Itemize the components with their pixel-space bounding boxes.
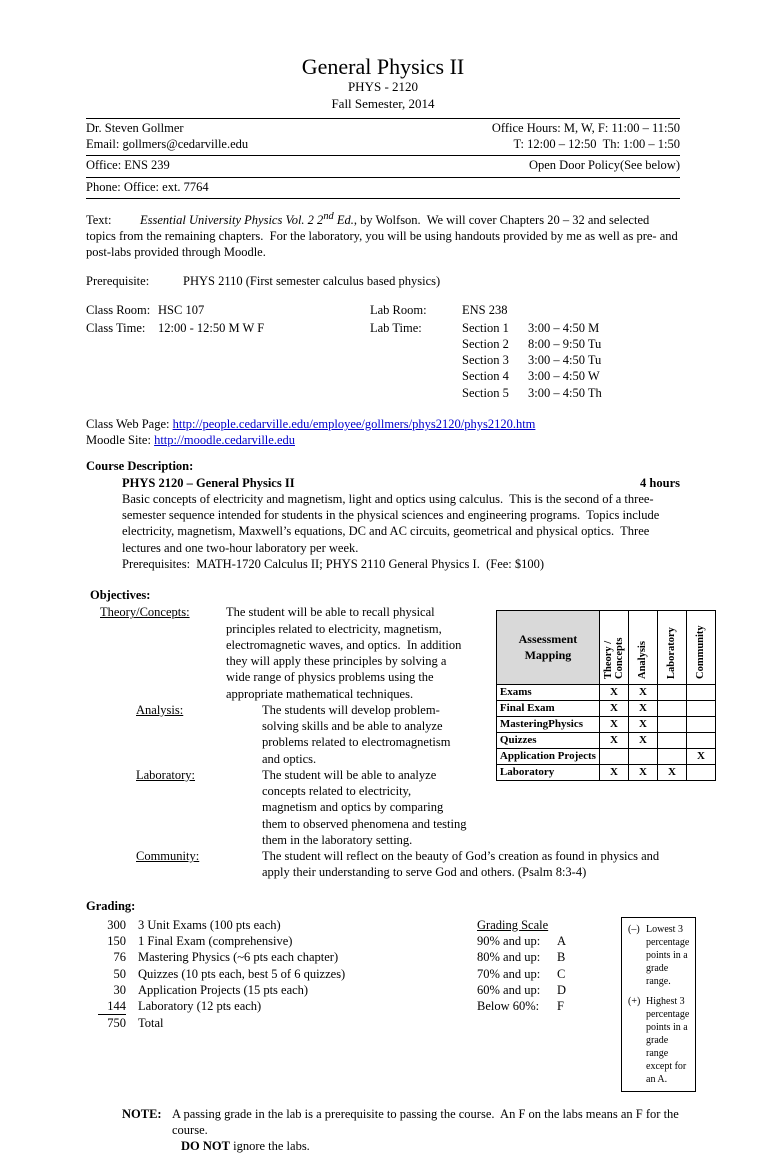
grading-scale-title: Grading Scale xyxy=(477,917,549,932)
lab-section-row: Section 5 3:00 – 4:50 Th xyxy=(462,385,602,400)
table-row: Exams X X xyxy=(496,684,715,700)
grading-row: 150 1 Final Exam (comprehensive) xyxy=(107,934,293,949)
note-text: A passing grade in the lab is a prerequisite to passing the course. An F on the labs means an F for the course. xyxy=(172,1106,682,1138)
course-description-body xyxy=(122,475,680,573)
contact-row-office xyxy=(86,156,680,177)
grading-scale-row: 70% and up: C xyxy=(477,966,566,981)
grading-scale-row: 80% and up: B xyxy=(477,950,566,965)
prerequisite-row xyxy=(86,273,680,289)
assessment-header-row xyxy=(496,611,715,684)
objective-laboratory: Laboratory: The student will be able to analyze concepts related to electricity, magnetism and optics by comparing them to observed phenomena and testing them in the laboratory setting. xyxy=(136,767,470,847)
office-hours-1: Office Hours: M, W, F: 11:00 – 11:50 xyxy=(491,120,680,135)
course-hours: 4 hours xyxy=(640,475,680,490)
grade-modifier-legend-box xyxy=(621,917,696,1092)
assessment-col-header: Laboratory xyxy=(658,611,687,684)
table-row: Laboratory X X X xyxy=(496,764,715,780)
grading-items-list xyxy=(86,917,477,1092)
grading-row: 50 Quizzes (10 pts each, best 5 of 6 quizzes) xyxy=(113,966,346,981)
grading-row: 76 Mastering Physics (~6 pts each chapter) xyxy=(113,950,339,965)
lab-room-value: ENS 238 xyxy=(462,303,508,318)
contact-row-group xyxy=(86,119,680,157)
course-code: PHYS - 2120 xyxy=(347,79,419,95)
grading-scale-row: 60% and up: D xyxy=(477,982,567,997)
lab-section-row: Section 2 8:00 – 9:50 Tu xyxy=(462,336,602,351)
prerequisite-label: Prerequisite: xyxy=(86,274,150,289)
grading-row: 144 Laboratory (12 pts each) xyxy=(98,998,477,1015)
class-web-page-link[interactable]: http://people.cedarville.edu/employee/gollmers/phys2120/phys2120.htm xyxy=(172,416,536,431)
objectives-section xyxy=(86,587,707,881)
grading-heading: Grading: xyxy=(86,898,136,913)
table-row: Final Exam X X xyxy=(496,700,715,716)
class-time-label: Class Time: xyxy=(86,320,146,335)
instructor-name: Dr. Steven Gollmer xyxy=(86,120,184,135)
textbook-paragraph xyxy=(86,210,680,261)
instructor-office: Office: ENS 239 xyxy=(86,158,170,173)
text-label: Text: xyxy=(86,212,112,227)
class-room-label: Class Room: xyxy=(86,303,151,318)
book-title: Essential University Physics Vol. 2 2 xyxy=(140,212,324,227)
course-prerequisites: Prerequisites: MATH-1720 Calculus II; PHYS 2110 General Physics I. (Fee: $100) xyxy=(122,556,545,571)
table-row: Quizzes X X xyxy=(496,732,715,748)
note-label: NOTE: xyxy=(122,1106,162,1121)
lab-section-row: Section 4 3:00 – 4:50 W xyxy=(462,369,600,384)
lab-section-row: Section 3 3:00 – 4:50 Tu xyxy=(462,353,602,368)
grading-row: 300 3 Unit Exams (100 pts each) xyxy=(107,917,281,932)
grading-section xyxy=(86,898,692,1092)
grading-scale-row: Below 60%: F xyxy=(477,999,564,1014)
links-block xyxy=(86,416,680,449)
assessment-corner-cell: Assessment Mapping xyxy=(496,611,599,684)
office-hours-2: T: 12:00 – 12:50 Th: 1:00 – 1:50 xyxy=(513,137,680,152)
semester: Fall Semester, 2014 xyxy=(331,95,435,111)
grading-scale-row: 90% and up: A xyxy=(477,934,567,949)
objectives-heading: Objectives: xyxy=(90,588,151,603)
assessment-col-header: Analysis xyxy=(629,611,658,684)
note-text-2: DO NOT ignore the labs. xyxy=(181,1139,310,1154)
course-description-section xyxy=(86,458,680,572)
assessment-col-header: Theory / Concepts xyxy=(599,611,628,684)
class-time-value: 12:00 - 12:50 M W F xyxy=(158,320,265,335)
class-info-grid xyxy=(86,302,680,401)
lab-time-label: Lab Time: xyxy=(370,320,422,335)
moodle-site-label: Moodle Site: xyxy=(86,433,155,448)
open-door-policy: Open Door Policy(See below) xyxy=(528,158,680,173)
objective-theory-concepts: Theory/Concepts: The student will be able to recall physical principles related to electricity, magnetism, electromagnetic waves, and optics. In addition they will apply these principles by solving a wide range of physics problems using the appropriate mathematical techniques. xyxy=(100,605,465,701)
book-title-superscript: nd xyxy=(323,210,334,222)
instructor-phone: Phone: Office: ext. 7764 xyxy=(86,179,209,194)
table-row: MasteringPhysics X X xyxy=(496,716,715,732)
contact-info-table xyxy=(86,118,680,199)
grading-row-total: 750 Total xyxy=(107,1016,164,1031)
lab-section-row: Section 1 3:00 – 4:50 M xyxy=(462,320,600,335)
assessment-col-header: Community xyxy=(687,611,716,684)
course-description-heading: Course Description: xyxy=(86,459,194,474)
lab-note xyxy=(122,1106,680,1155)
lab-sections-list xyxy=(462,320,680,401)
assessment-mapping-table xyxy=(496,610,716,780)
instructor-email: Email: gollmers@cedarville.edu xyxy=(86,137,249,152)
objective-analysis: Analysis: The students will develop problem-solving skills and be able to analyze problems related to electromagnetism and optics. xyxy=(136,702,454,766)
class-web-page-label: Class Web Page: xyxy=(86,416,173,431)
legend-plus: (+) Highest 3 percentage points in a grade range except for an A. xyxy=(628,995,692,1085)
class-room-value: HSC 107 xyxy=(158,303,205,318)
course-title: PHYS 2120 – General Physics II xyxy=(122,475,295,490)
book-title-end: Ed. xyxy=(333,212,354,227)
prerequisite-value: PHYS 2110 (First semester calculus based physics) xyxy=(183,274,441,289)
moodle-site-link[interactable]: http://moodle.cedarville.edu xyxy=(154,433,295,448)
objective-community: Community: The student will reflect on the beauty of God’s creation as found in physics and apply their understanding to serve God and others. (Psalm 8:3-4) xyxy=(136,849,663,880)
textbook-description: , by Wolfson. We will cover Chapters 20 – 32 and selected topics from the remaining chapters. For the laboratory, you will be using handouts provided by me as well as pre- and post-labs provided through Moodle. xyxy=(86,212,681,260)
grading-scale xyxy=(477,917,621,1092)
course-description-text: Basic concepts of electricity and magnetism, light and optics using calculus. This is the second of a three-semester sequence intended for students in the physical sciences and engineering programs. Topics include electricity, magnetism, Maxwell’s equations, DC and AC circuits, geometrical and physical optics. Three lectures and one two-hour laboratory per week. xyxy=(122,491,663,555)
contact-row-phone xyxy=(86,178,680,199)
lab-room-label: Lab Room: xyxy=(370,303,427,318)
grading-row: 30 Application Projects (15 pts each) xyxy=(113,982,309,997)
table-row: Application Projects X xyxy=(496,748,715,764)
legend-minus: (–) Lowest 3 percentage points in a grade range. xyxy=(628,923,692,987)
page-title: General Physics II xyxy=(301,54,465,79)
